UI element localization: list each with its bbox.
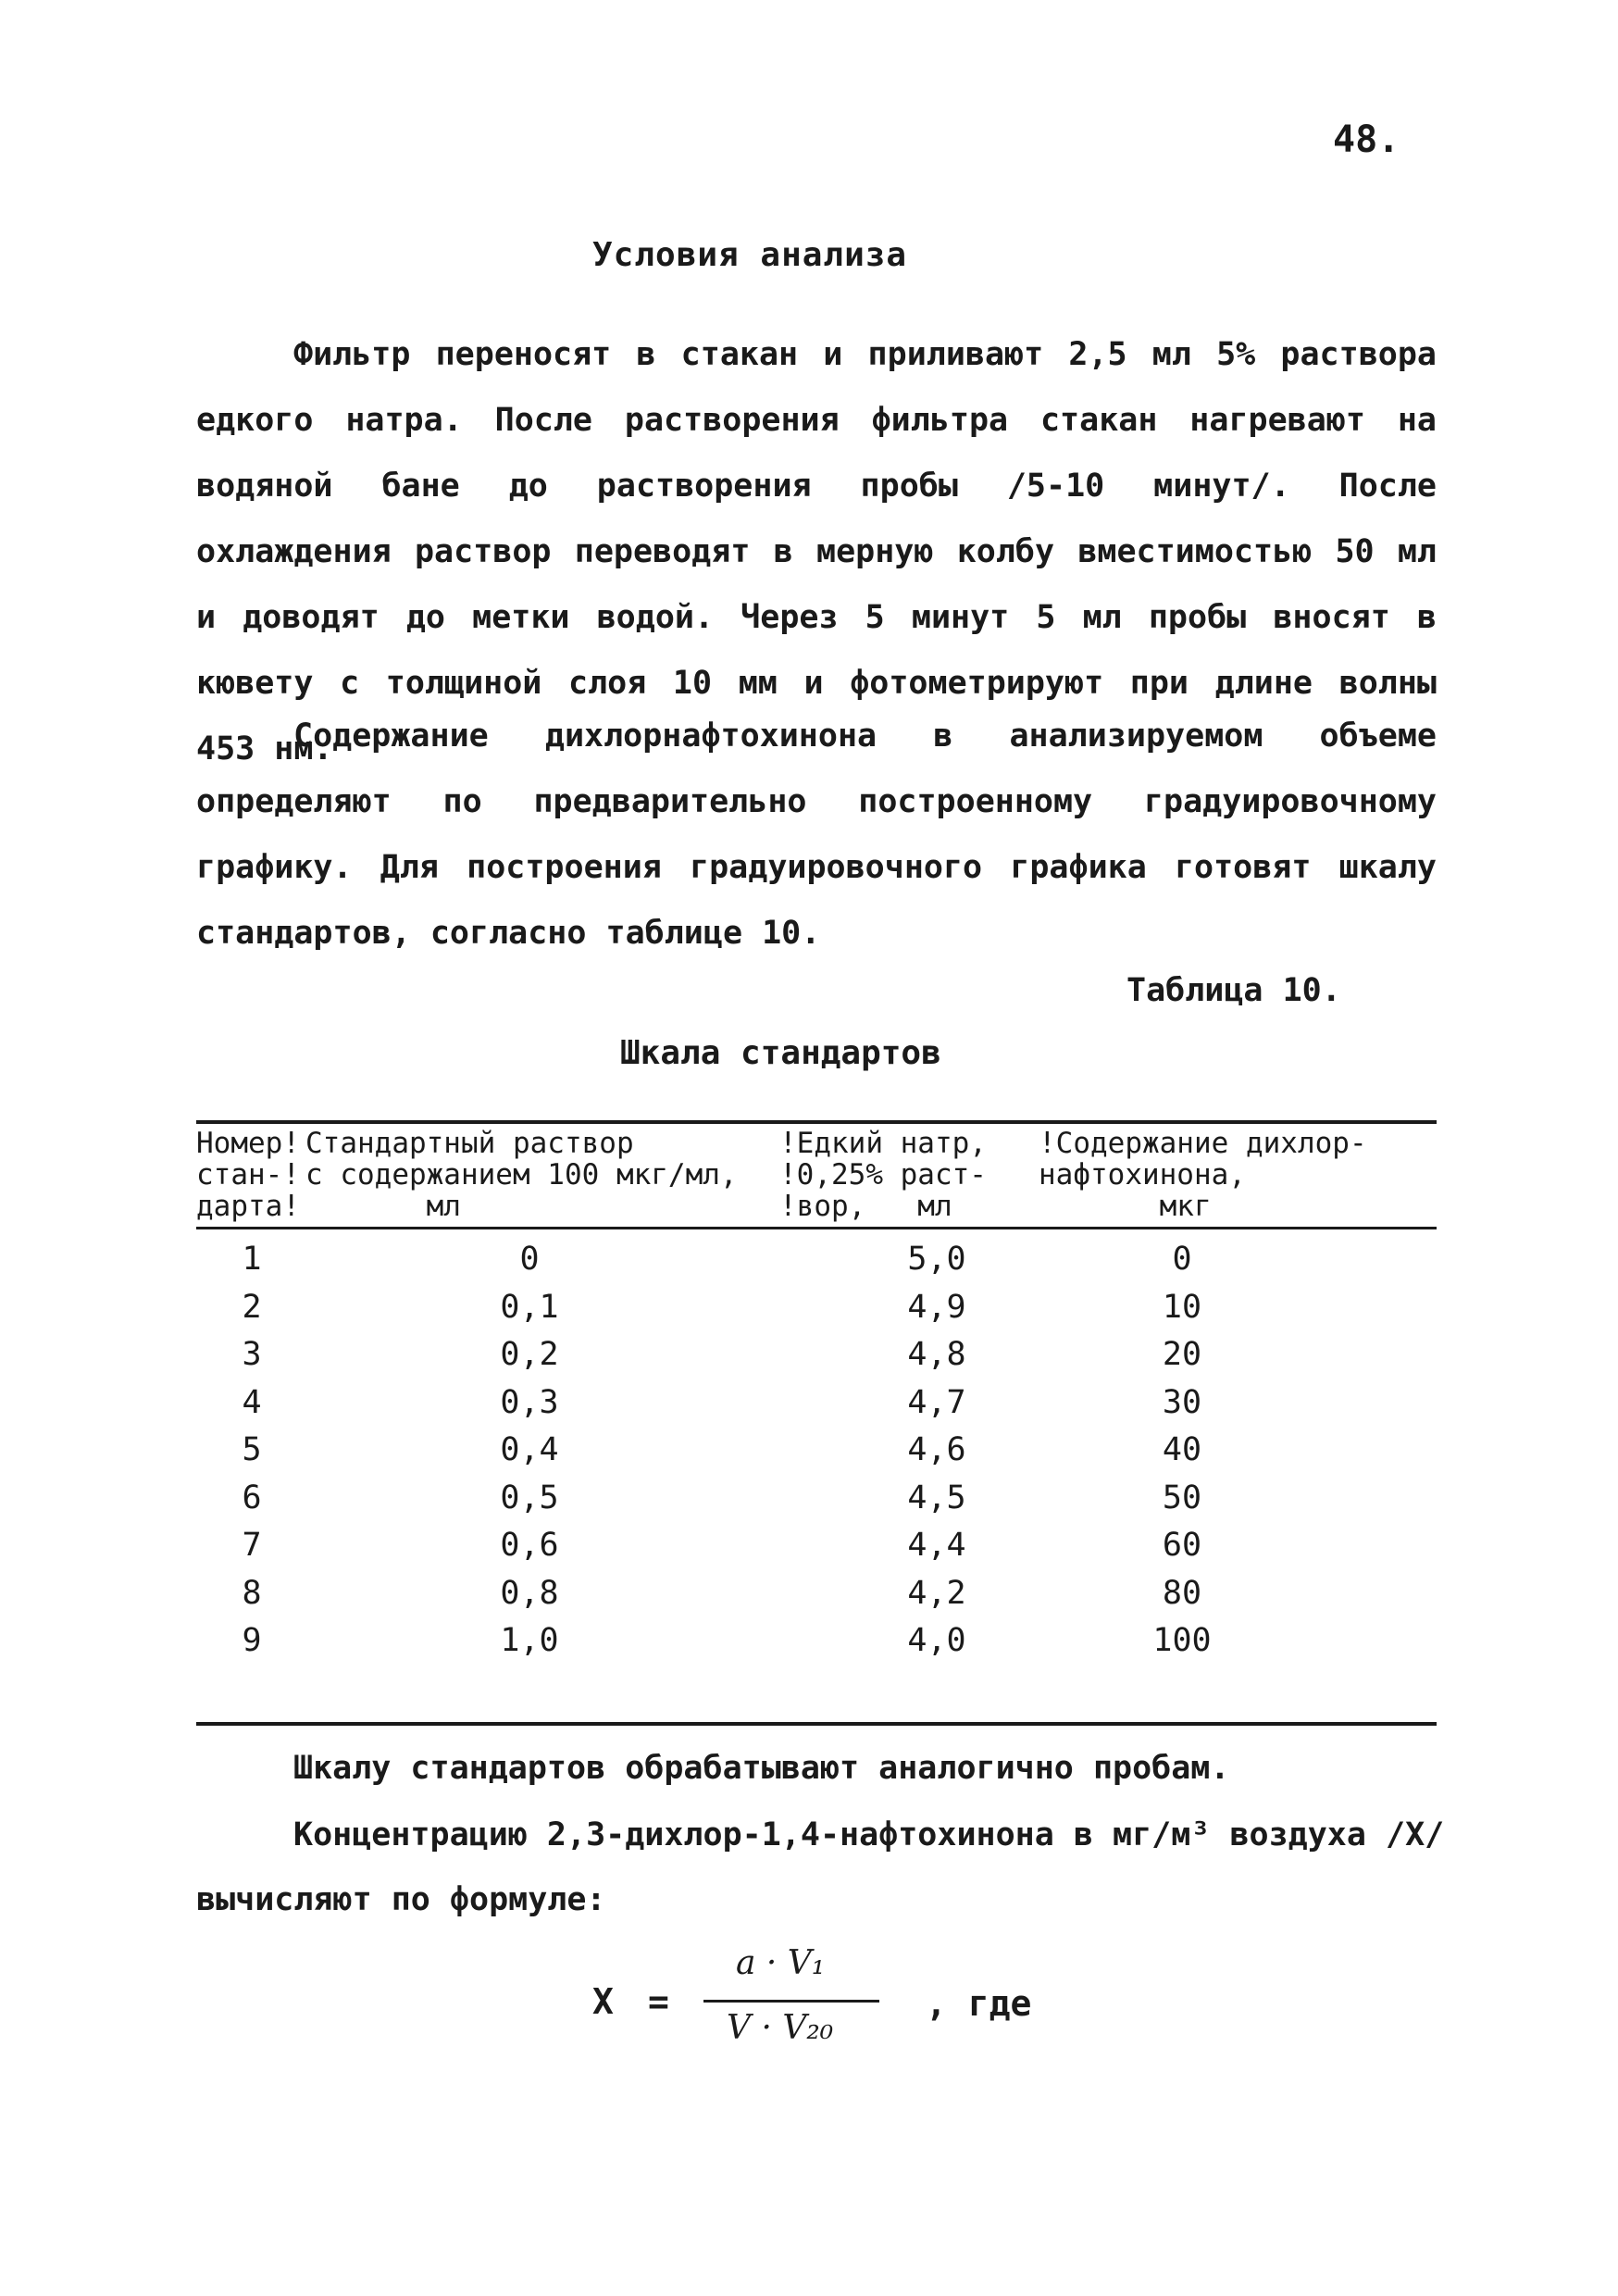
cell-naoh: 4,0: [907, 1622, 966, 1659]
table-header: [196, 1128, 1437, 1225]
cell-solution: 0,6: [500, 1527, 559, 1564]
cell-solution: 0,2: [500, 1336, 559, 1373]
table-row: [196, 1241, 1437, 1289]
table-rule-top: [196, 1120, 1437, 1124]
table-row: [196, 1575, 1437, 1623]
page-number: 48.: [1333, 119, 1400, 161]
header-cell-content: !Содержание дихлор- нафтохинона, мкг: [1039, 1127, 1367, 1223]
formula: [592, 1944, 1148, 2055]
cell-solution: 0,8: [500, 1574, 559, 1612]
cell-naoh: 4,6: [907, 1431, 966, 1468]
formula-numerator: a · V₁: [736, 1944, 826, 1982]
text-after-table-3: вычисляют по формуле:: [196, 1881, 606, 1918]
cell-number: 1: [242, 1241, 262, 1278]
cell-content: 30: [1162, 1383, 1202, 1421]
cell-naoh: 4,2: [907, 1574, 966, 1612]
cell-solution: 0,5: [500, 1479, 559, 1516]
cell-solution: 0,3: [500, 1383, 559, 1421]
cell-content: 0: [1172, 1241, 1192, 1278]
text-after-table-2: Концентрацию 2,3-дихлор-1,4-нафтохинона в мг/м³ воздуха /X/: [293, 1816, 1445, 1853]
table-row: [196, 1336, 1437, 1384]
table-row: [196, 1384, 1437, 1432]
table-title: Шкала стандартов: [620, 1034, 941, 1072]
table-row: [196, 1289, 1437, 1337]
cell-naoh: 4,4: [907, 1527, 966, 1564]
text-after-table-1: Шкалу стандартов обрабатывают аналогично пробам.: [293, 1750, 1230, 1787]
cell-naoh: 4,9: [907, 1288, 966, 1326]
cell-number: 3: [242, 1336, 262, 1373]
cell-number: 5: [242, 1431, 262, 1468]
cell-number: 4: [242, 1383, 262, 1421]
formula-denominator: V · V₂₀: [727, 2009, 834, 2047]
cell-solution: 0,4: [500, 1431, 559, 1468]
cell-number: 9: [242, 1622, 262, 1659]
cell-solution: 1,0: [500, 1622, 559, 1659]
cell-content: 10: [1162, 1288, 1202, 1326]
cell-naoh: 5,0: [907, 1241, 966, 1278]
table-rule-mid: [196, 1227, 1437, 1229]
cell-content: 60: [1162, 1527, 1202, 1564]
cell-number: 7: [242, 1527, 262, 1564]
cell-naoh: 4,5: [907, 1479, 966, 1516]
cell-solution: 0,1: [500, 1288, 559, 1326]
cell-number: 6: [242, 1479, 262, 1516]
header-cell-sodium-hydroxide: !Едкий натр, !0,25% раст- !вор, мл: [779, 1127, 987, 1223]
table-row: [196, 1527, 1437, 1575]
cell-solution: 0: [519, 1241, 540, 1278]
cell-content: 80: [1162, 1574, 1202, 1612]
cell-content: 100: [1152, 1622, 1212, 1659]
table-body: [196, 1241, 1437, 1670]
table-row: [196, 1431, 1437, 1479]
cell-number: 2: [242, 1288, 262, 1326]
table-row: [196, 1479, 1437, 1528]
header-cell-standard-solution: Стандартный раствор с содержанием 100 мкг/мл, мл: [305, 1127, 738, 1223]
formula-tail: , где: [926, 1983, 1032, 2024]
cell-content: 20: [1162, 1336, 1202, 1373]
formula-lhs: X: [592, 1981, 614, 2022]
table-caption: Таблица 10.: [1126, 972, 1341, 1009]
table-row: [196, 1622, 1437, 1670]
section-title: Условия анализа: [592, 236, 908, 274]
table-rule-bottom: [196, 1722, 1437, 1726]
fraction-bar: [703, 2000, 879, 2003]
cell-content: 40: [1162, 1431, 1202, 1468]
header-cell-number: Номер! стан-! дарта!: [196, 1127, 300, 1223]
paragraph-2: Содержание дихлорнафтохинона в анализируемом объеме определяют по предварительно построенному градуировочному графику. Для построения градуировочного графика готовят шкалу стандартов, согласно таблице 10.: [196, 718, 1437, 952]
paragraph-1: Фильтр переносят в стакан и приливают 2,5 мл 5% раствора едкого натра. После растворения фильтра стакан нагревают на водяной бане до растворения пробы /5-10 минут/. После охлаждения раствор переводят в мерную колбу вместимостью 50 мл и доводят до метки водой. Через 5 минут 5 мл пробы вносят в кювету с толщиной слоя 10 мм и фотометрируют при длине волны 453 нм.: [196, 336, 1437, 767]
cell-naoh: 4,8: [907, 1336, 966, 1373]
cell-content: 50: [1162, 1479, 1202, 1516]
cell-naoh: 4,7: [907, 1383, 966, 1421]
formula-equals: =: [648, 1981, 669, 2022]
cell-number: 8: [242, 1574, 262, 1612]
